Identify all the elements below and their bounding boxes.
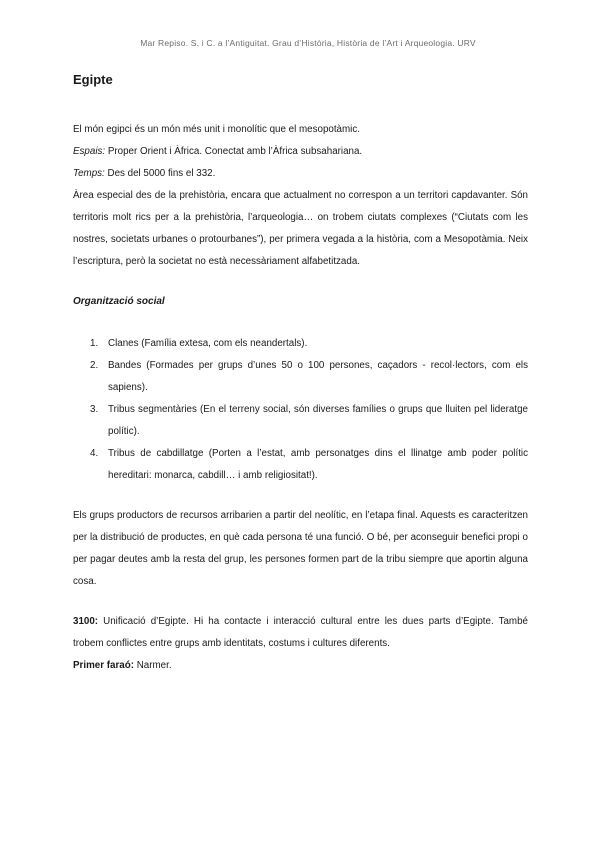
intro-paragraph: Àrea especial des de la prehistòria, encara que actualment no correspon a un territori capdavanter. Són territoris molt rics per a la prehistòria, l’arqueologia… on trobem ciutats complexes (“Ciutats com les nostres, societats urbanes o protourbanes”), per primera vegada a la història, com a Mesopotàmia. Neix l’escriptura, però la societat no està necessàriament alfabetitzada. <box>73 190 528 267</box>
unification-paragraph <box>73 611 528 655</box>
list-number: 1. <box>90 338 99 349</box>
producers-paragraph: Els grups productors de recursos arribarien a partir del neolític, en l’etapa final. Aquests es caracteritzen per la distribució de productes, en què cada persona té una funció. O bé, per aconseguir benefici propi o per pagar deutes amb la resta del grup, les persones formen part de la tribu siempre que aportin alguna cosa. <box>73 510 528 587</box>
section-heading: Organització social <box>73 296 165 307</box>
temps-label: Temps: <box>73 168 105 179</box>
pharaoh-line <box>73 655 528 677</box>
list-text: Clanes (Família extesa, com els neandertals). <box>108 338 308 349</box>
list-text: Tribus de cabdillatge (Porten a l’estat, amb personatges dins el llinatge amb poder polític hereditari: monarca, cabdill… i amb religiositat!). <box>108 448 528 481</box>
pharaoh-label: Primer faraó: <box>73 660 134 671</box>
espais-line <box>73 141 528 163</box>
unification-text: Unificació d’Egipte. Hi ha contacte i interacció cultural entre les dues parts d’Egipte. També trobem conflictes entre grups amb identitats, costums i cultures diferents. <box>73 616 528 649</box>
list-item <box>73 355 528 399</box>
list-item <box>73 443 528 487</box>
intro-line: El món egipci és un món més unit i monolític que el mesopotàmic. <box>73 124 360 135</box>
document-body <box>73 119 528 677</box>
espais-label: Espais: <box>73 146 106 157</box>
list-number: 4. <box>90 448 99 459</box>
pharaoh-text: Narmer. <box>133 660 172 671</box>
list-number: 2. <box>90 360 99 371</box>
list-item <box>73 333 528 355</box>
unification-label: 3100: <box>73 616 99 627</box>
temps-text: Des del 5000 fins el 332. <box>104 168 216 179</box>
list-text: Tribus segmentàries (En el terreny social, són diverses famílies o grups que lluiten pel lideratge polític). <box>108 404 528 437</box>
list-item <box>73 399 528 443</box>
list-number: 3. <box>90 404 99 415</box>
list-text: Bandes (Formades per grups d’unes 50 o 100 persones, caçadors - recol·lectors, com els sapiens). <box>108 360 528 393</box>
social-organization-list <box>73 333 528 487</box>
temps-line <box>73 163 528 185</box>
page-header: Mar Repiso. S. i C. a l’Antiguitat. Grau d’Història, Història de l’Art i Arqueologia. URV <box>140 38 476 48</box>
document-title: Egipte <box>73 72 113 87</box>
espais-text: Proper Orient i Àfrica. Conectat amb l’Àfrica subsahariana. <box>105 146 363 157</box>
